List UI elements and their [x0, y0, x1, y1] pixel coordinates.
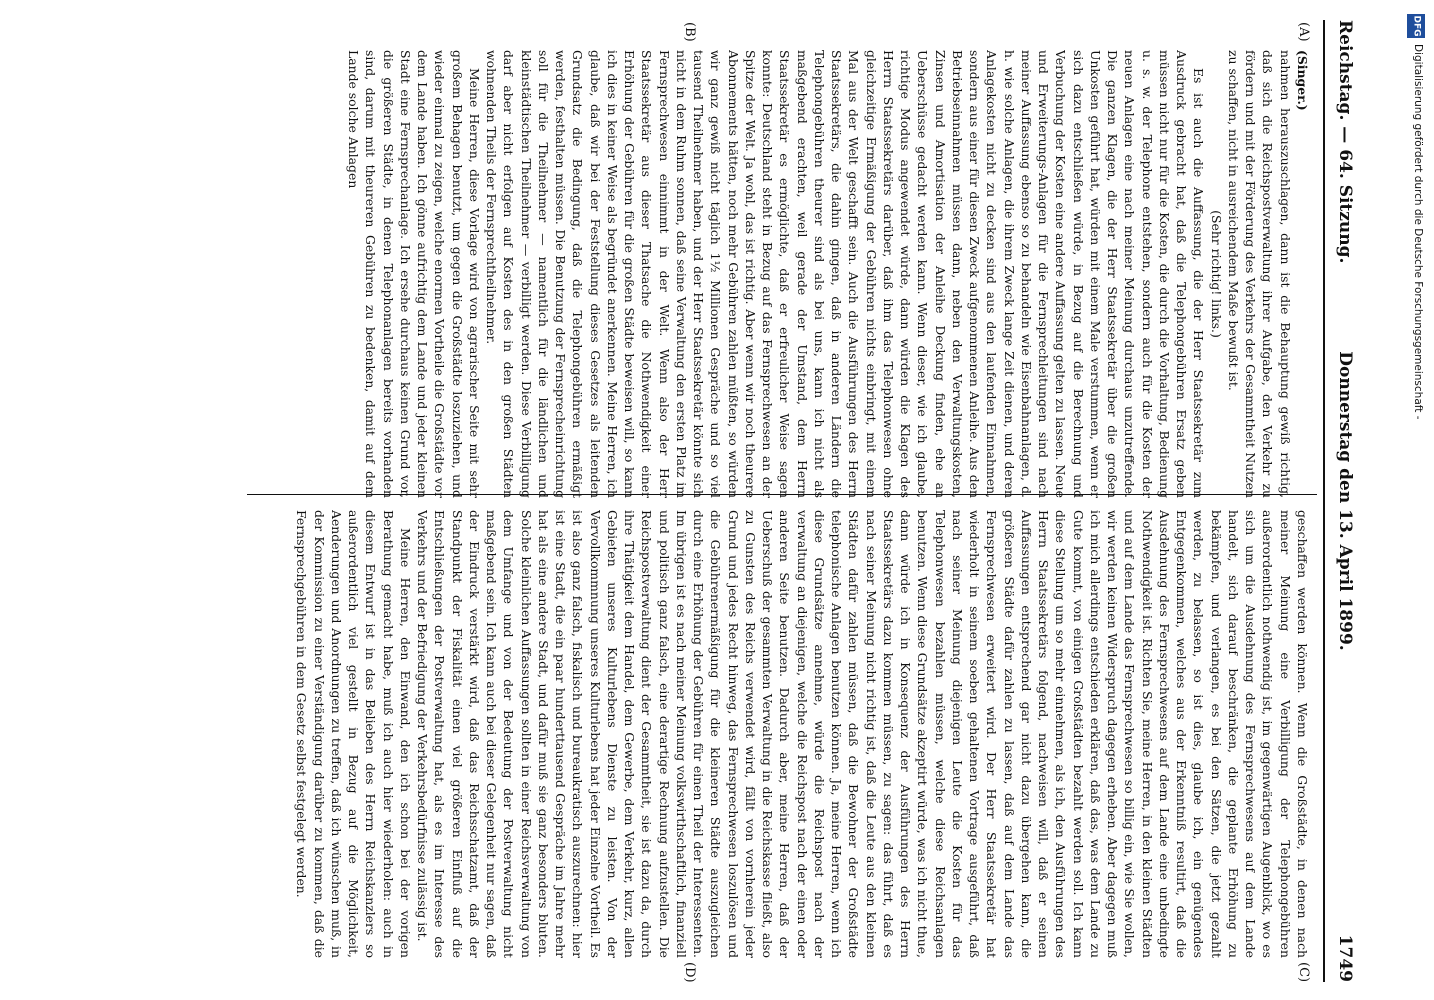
digitization-sidebar	[1405, 8, 1429, 992]
paragraph: Meine Herren, den Einwand, den ich schon bei der vorigen Berathung gemacht habe, muß ich auch hier wiederholen: auch in diesem Entwurf ist in das Belieben des Herrn Reichskanzlers so außerordentlich viel gestellt in Bezug auf die Möglichkeit, Aenderungen und Anordnungen zu treffen, daß ich wünschen muß, in der Kommission zu einer Verständigung darüber zu kommen, daß die Fernsprechgebühren in dem Gesetz selbst festgelegt werden.	[294, 510, 413, 958]
paragraph: geschaffen werden können. Wenn die Großstädte, in denen nach meiner Meinung eine Verbilligung der Telephongebühren außerordentlich nothwendig ist, im gegenwärtigen Augenblick, wo es sich um die Ausdehnung des Fernsprechwesens auf dem Lande handelt, sich darauf beschränken, die geplante Erhöhung zu bekämpfen, und verlangen, es bei den Sätzen, die jetzt gezahlt werden, zu belassen, so ist dies, glaube ich, ein genügendes Entgegenkommen, welches aus der Erkenntniß resultirt, daß die Ausdehnung des Fernsprechwesens auf dem Lande eine unbedingte Nothwendigkeit ist. Richten Sie, meine Herren, in den kleinen Städten und auf dem Lande das Fernsprechwesen so billig ein, wie Sie wollen, wir werden keinen Widerspruch dagegen erheben. Aber dagegen muß ich mich allerdings entschieden erklären, daß das, was dem Lande zu Gute kommt, von einigen Großstädten bezahlt werden soll. Ich kann diese Stellung um so mehr einnehmen, als ich, den Ausführungen des Herrn Staatssekretärs folgend, nachweisen will, daß er seinen Auffassungen entsprechend gar nicht dazu übergehen kann, die größeren Städte dafür zahlen zu lassen, daß auf dem Lande das Fernsprechwesen erweitert wird. Der Herr Staatssekretär hat wiederholt in seinem soeben gehaltenen Vortrage ausgeführt, daß nach seiner Meinung diejenigen Leute die Kosten für das Telephonwesen bezahlen müssen, welche diese Reichsanlagen benutzen. Wenn diese Grundsätze akzeptirt würde, was ich nicht thue, dann würde ich in Konsequenz der Ausführungen des Herrn Staatssekretärs dazu kommen müssen, zu sagen: das führt, daß es nach seiner Meinung nicht richtig ist, daß die Leute aus den kleinen Städten dafür zahlen müssen, daß die Bewohner der Großstädte telephonische Anlagen benutzen können. Ja, meine Herren, wenn ich diese Grundsätze annehme, würde die Reichspost nach der verwaltung an diejenigen, welche die Reichspost nach der einen oder anderen Seite benutzen. Dadurch aber, meine Herren, daß der Ueberschuß der gesammten Verwaltung in die Reichskasse fließt, also zu Gunsten des Reichs verwendet wird, fällt von vornherein jeder Grund und jedes Recht hinweg, das Fernsprechwesen loszulösen und die Gebührenermäßigung für die kleineren Städte auszugleichen durch eine Erhöhung der Gebühren für einen Theil der Interessenten. Im übrigen ist es nach meiner Meinung volkswirthschaftlich, finanziell und politisch ganz falsch, eine derartige Rechnung aufzustellen. Die Reichspostverwaltung dient der Gesammtheit, sie ist dazu da, durch ihre Thätigkeit dem Handel, dem Gewerbe, dem Verkehr, kurz, allen Gebieten unseres Kulturlebens Dienste zu leisten. Von der Vervollkommnung unseres Kulturlebens hat jeder Einzelne Vortheil. Es ist also ganz falsch, fiskalisch und bureaukratisch auszurechnen: hier ist eine Stadt, die ein paar hunderttausend Gespräche im Jahre mehr hat als eine andere Stadt, und dafür muß sie ganz besonders bluten. Solche kleinlichen Auffassungen sollten in einer Reichsverwaltung von dem Umfange und von der Bedeutung der Postverwaltung nicht maßgebend sein. Ich kann auch bei dieser Gelegenheit nur sagen, daß der Eindruck verstärkt wird, daß das Reichsschatzamt, daß der Standpunkt der Fiskalität einen viel größeren Einfluß auf die Entschließungen der Postverwaltung hat, als es im Interesse des Verkehrs und der Befriedigung der Verkehrsbedürfnisse zulässig ist.	[415, 510, 1310, 958]
margin-marker-a: (A)	[1296, 22, 1311, 42]
digitization-credit: Digitalisierung gefördert durch die Deutsche Forschungsgemeinschaft -	[1412, 44, 1424, 420]
document-page	[27, 0, 1407, 1000]
paragraph: Meine Herren, diese Vorlage wird von agrarischer Seite mit sehr großem Behagen benutzt, um gegen die Großstädte loszuziehen, und wieder einmal zu zeigen, welche enormen Vortheile die Großstädte vor dem Lande haben. Ich gönne aufrichtig dem Lande und jeder kleinen Stadt eine Fernsprechanlage. Ich ersehe durchaus keinen Grund vor, die größeren Städte, in denen Telephonanlagen bereits vorhanden sind, darum mit theureren Gebühren zu bedenken, damit auf dem Lande solche Anlagen	[346, 50, 482, 498]
right-column	[251, 510, 1311, 958]
interjection: (Sehr richtig! links.)	[1208, 210, 1224, 338]
speaker-name: (Singer.)	[1295, 50, 1310, 111]
header-left: Reichstag. — 64. Sitzung.	[1335, 20, 1355, 264]
dfg-logo: DFG	[1407, 14, 1425, 38]
page-number: 1749	[1335, 934, 1355, 982]
paragraph: nahmen herauszuschlagen, dann ist die Behauptung gewiß richtig, daß sich die Reichspostverwaltung ihrer Aufgabe, den Verkehr zu fördern und mit der Förderung des Verkehrs der Gesammtheit Nutzen zu schaffen, nicht in ausreichendem Maße bewußt ist.	[1226, 50, 1293, 498]
left-column	[251, 50, 1311, 498]
page-header	[1327, 20, 1355, 982]
margin-marker-c: (C)	[1296, 962, 1311, 983]
header-date: Donnerstag den 13. April 1899.	[1335, 351, 1355, 651]
margin-marker-d: (D)	[682, 962, 697, 983]
margin-marker-b: (B)	[682, 22, 697, 42]
header-rule	[1323, 20, 1325, 982]
paragraph: Es ist auch die Auffassung, die der Herr Staatssekretär zum Ausdruck gebracht hat, daß die Telephongebühren Ersatz geben müssen nicht nur für die Kosten, die durch die Vorhaltung, Bedienung u. s. w. der Telephone entstehen, sondern auch für die Kosten der neuen Anlagen eine nach meiner Meinung durchaus unzutreffende. Die ganzen Klagen, die der Herr Staatssekretär über die großen Unkosten geführt hat, würden mit einem Male verstummen, wenn er sich dazu entschließen würde, in Bezug auf die Berechnung und Verbuchung der Kosten eine andere Auffassung gelten zu lassen. Neue und Erweiterungs-Anlagen für die Fernsprechleitungen sind nach meiner Auffassung ebenso so zu behandeln wie Eisenbahnanlagen, d. h. wie solche Anlagen, die ihrem Zweck lange Zeit dienen, und deren Anlagekosten nicht zu decken sind aus den laufenden Einnahmen, sondern aus einer für diesen Zweck aufgenommenen Anleihe. Aus den Betriebseinnahmen müssen dann, neben den Verwaltungskosten, Zinsen und Amortisation der Anleihe Deckung finden, ehe an Ueberschüsse gedacht werden kann. Wenn dieser, wie ich glaube, richtige Modus angewendet würde, dann würden die Klagen des Herrn Staatssekretärs darüber, daß ihm das Telephonwesen ohne gleichzeitige Ermäßigung der Gebühren nichts einbringt, mit einem Mal aus der Welt geschafft sein. Auch die Ausführungen des Herrn Staatssekretärs, die dahin gingen, daß in anderen Ländern die Telephongebühren theurer sind als bei uns, kann ich nicht als maßgebend erachten, weil gerade der Umstand, dem Herrn Staatssekretär es ermöglichte, daß er erfreulicher Weise sagen konnte: Deutschland steht in Bezug auf das Fernsprechwesen an der Spitze der Welt. Ja wohl, das ist richtig. Aber wenn wir noch theurere Abonnements hätten, noch mehr Gebühren zahlen müßten, so würden wir ganz gewiß nicht täglich 1½ Millionen Gespräche und so viel tausend Theilnehmer haben, und der Herr Staatssekretär könnte sich nicht in dem Ruhm sonnen, daß seine Verwaltung den ersten Platz im Fernsprechwesen einnimmt in der Welt. Wenn also der Herr Staatssekretär aus dieser Thatsache die Nothwendigkeit einer Erhöhung der Gebühren für die großen Städte beweisen will, so kann ich dies in keiner Weise als begründet anerkennen. Meine Herren, ich glaube, daß wir bei der Feststellung dieses Gesetzes als leitenden Grundsatz die Bedingung, daß die Telephongebühren ermäßigt werden, festhalten müssen. Die Benutzung der Fernsprecheinrichtung soll für die Theilnehmer — namentlich für die ländlichen und kleinstädtischen Theilnehmer — verbilligt werden. Diese Verbilligung darf aber nicht erfolgen auf Kosten des in den großen Städten wohnenden Theils der Fernsprechtheilnehmer.	[484, 50, 1207, 498]
